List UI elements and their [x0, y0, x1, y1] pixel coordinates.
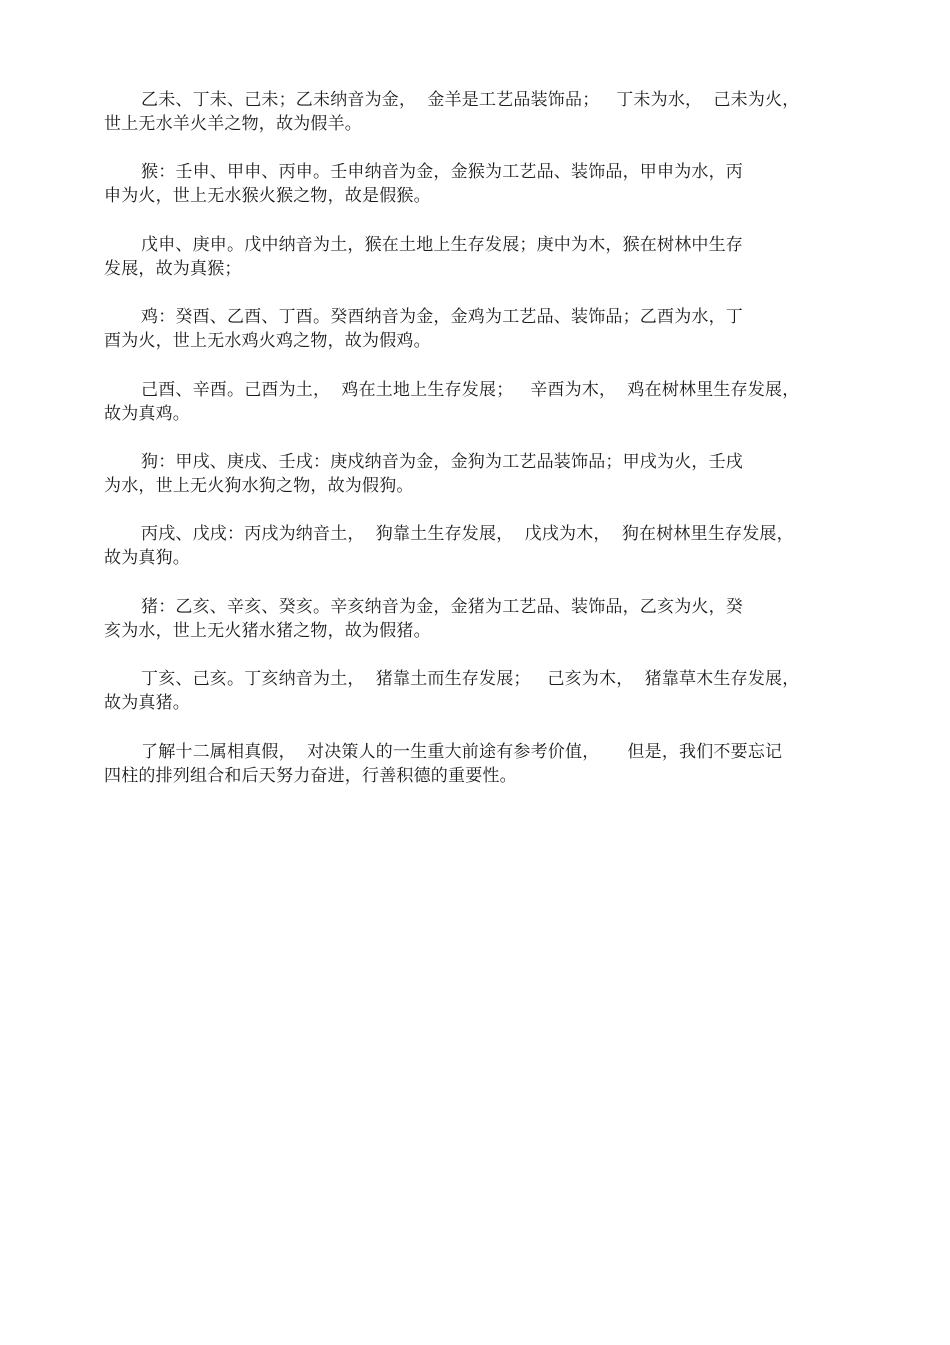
paragraph-line: 四柱的排列组合和后天努力奋进，行善积德的重要性。	[104, 766, 517, 786]
paragraph-line: 鸡：癸酉、乙酉、丁酉。癸酉纳音为金，金鸡为工艺品、装饰品；乙酉为水，丁	[141, 307, 743, 327]
paragraph-line: 丁亥、己亥。丁亥纳音为土， 猪靠土而生存发展； 己亥为木， 猪靠草木生存发展，	[141, 669, 800, 689]
paragraph-line: 为水，世上无火狗水狗之物，故为假狗。	[104, 476, 414, 496]
paragraph-line: 申为火，世上无水猴火猴之物，故是假猴。	[104, 186, 431, 206]
paragraph-line: 了解十二属相真假， 对决策人的一生重大前途有参考价值， 但是，我们不要忘记	[141, 742, 783, 762]
paragraph-line: 亥为水，世上无火猪水猪之物，故为假猪。	[104, 621, 431, 641]
paragraph-line: 世上无水羊火羊之物，故为假羊。	[104, 114, 362, 134]
paragraph-line: 酉为火，世上无水鸡火鸡之物，故为假鸡。	[104, 331, 431, 351]
paragraph-line: 乙未、丁未、己未；乙未纳音为金， 金羊是工艺品装饰品； 丁未为水， 己未为火，	[141, 90, 800, 110]
paragraph-line: 故为真狗。	[104, 548, 190, 568]
paragraph-line: 发展，故为真猴；	[104, 259, 242, 279]
paragraph-line: 故为真鸡。	[104, 404, 190, 424]
paragraph-line: 猴：壬申、甲申、丙申。壬申纳音为金，金猴为工艺品、装饰品，甲申为水，丙	[141, 162, 743, 182]
paragraph-line: 故为真猪。	[104, 693, 190, 713]
paragraph-line: 丙戌、戊戌：丙戌为纳音土， 狗靠土生存发展， 戊戌为木， 狗在树林里生存发展，	[141, 524, 794, 544]
paragraph-line: 己酉、辛酉。己酉为土， 鸡在土地上生存发展； 辛酉为木， 鸡在树林里生存发展，	[141, 380, 800, 400]
paragraph-line: 狗：甲戌、庚戌、壬戌：庚戍纳音为金，金狗为工艺品装饰品；甲戌为火，壬戌	[141, 452, 743, 472]
paragraph-line: 猪：乙亥、辛亥、癸亥。辛亥纳音为金，金猪为工艺品、装饰品，乙亥为火，癸	[141, 597, 743, 617]
paragraph-line: 戊申、庚申。戊中纳音为土，猴在土地上生存发展；庚中为木，猴在树林中生存	[141, 235, 743, 255]
